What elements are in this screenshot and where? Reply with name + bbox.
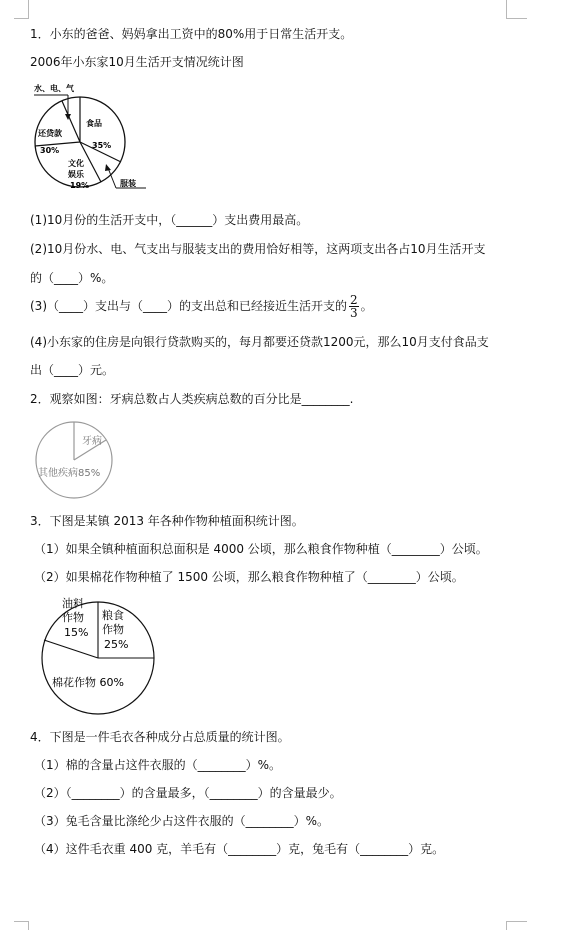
q1-label-utilities: 水、电、气 <box>34 84 74 93</box>
q1-stem: 1．小东的爸爸、妈妈拿出工资中的80%用于日常生活开支。 <box>30 27 353 41</box>
q1-sub1: (1)10月份的生活开支中，（______）支出费用最高。 <box>30 213 309 227</box>
q1-label-food: 食品 <box>86 119 102 128</box>
q1-sub2-line2: 的（____）%。 <box>30 271 114 285</box>
crop-mark-top-left <box>14 0 29 19</box>
q1-value-food: 35% <box>92 141 112 150</box>
q3-label-oil-pct: 15% <box>64 626 89 639</box>
q3-label-grain-2: 作物 <box>102 623 124 636</box>
q3-label-grain-pct: 25% <box>104 638 129 651</box>
q4-stem: 4．下图是一件毛衣各种成分占总质量的统计图。 <box>30 730 290 744</box>
q3-label-oil-2: 作物 <box>62 611 84 624</box>
q3-sub1: （1）如果全镇种植面积总面积是 4000 公顷，那么粮食作物种植（________）公顷。 <box>34 542 488 556</box>
q4-sub1: （1）棉的含量占这件衣服的（________）%。 <box>34 758 282 772</box>
q3-pie-chart <box>34 594 168 718</box>
q1-sub3-text: (3)（____）支出与（____）的支出总和已经接近生活开支的 <box>30 299 347 313</box>
q1-sub3-numerator: 2 <box>350 293 358 307</box>
q1-label-culture-2: 娱乐 <box>68 170 84 179</box>
q1-label-clothing: 服装 <box>120 179 136 188</box>
q4-sub3: （3）兔毛含量比涤纶少占这件衣服的（________）%。 <box>34 814 330 828</box>
q1-value-loan: 30% <box>40 146 60 155</box>
q2-label-other: 其他疾病85% <box>38 468 101 479</box>
q1-sub3-end: 。 <box>360 299 373 313</box>
crop-mark-bottom-right <box>506 921 527 930</box>
q4-sub2: （2）（________）的含量最多，（________）的含量最少。 <box>34 786 342 800</box>
q1-sub4-line2: 出（____）元。 <box>30 363 115 377</box>
q1-chart-title: 2006年小东家10月生活开支情况统计图 <box>30 55 244 69</box>
q1-sub3-fraction <box>349 294 359 319</box>
crop-mark-bottom-left <box>14 921 29 930</box>
q1-sub3-denominator: 3 <box>350 306 358 320</box>
q3-stem: 3．下图是某镇 2013 年各种作物种植面积统计图。 <box>30 514 304 528</box>
q2-label-teeth: 牙病 <box>82 436 102 447</box>
q1-sub4-line1: (4)小东家的住房是向银行贷款购买的，每月都要还贷款1200元，那么10月支付食品支 <box>30 335 489 349</box>
q4-sub4: （4）这件毛衣重 400 克，羊毛有（________）克，兔毛有（________）克。 <box>34 842 445 856</box>
q2-pie-chart <box>32 418 116 502</box>
q1-sub3 <box>30 294 373 319</box>
q1-pie-chart <box>28 80 153 198</box>
q1-sub2-line1: (2)10月份水、电、气支出与服装支出的费用恰好相等，这两项支出各占10月生活开支 <box>30 242 486 256</box>
q3-label-oil-1: 油料 <box>62 597 84 610</box>
q3-sub2: （2）如果棉花作物种植了 1500 公顷，那么粮食作物种植了（________）公顷。 <box>34 570 464 584</box>
q1-label-culture-1: 文化 <box>68 159 84 168</box>
q1-value-culture: 19% <box>70 181 90 190</box>
q3-label-grain-1: 粮食 <box>102 609 124 622</box>
q3-label-cotton: 棉花作物 60% <box>52 676 124 689</box>
crop-mark-top-right <box>506 0 527 19</box>
q1-label-loan: 还贷款 <box>38 129 62 138</box>
q2-stem: 2．观察如图：牙病总数占人类疾病总数的百分比是________. <box>30 392 354 406</box>
